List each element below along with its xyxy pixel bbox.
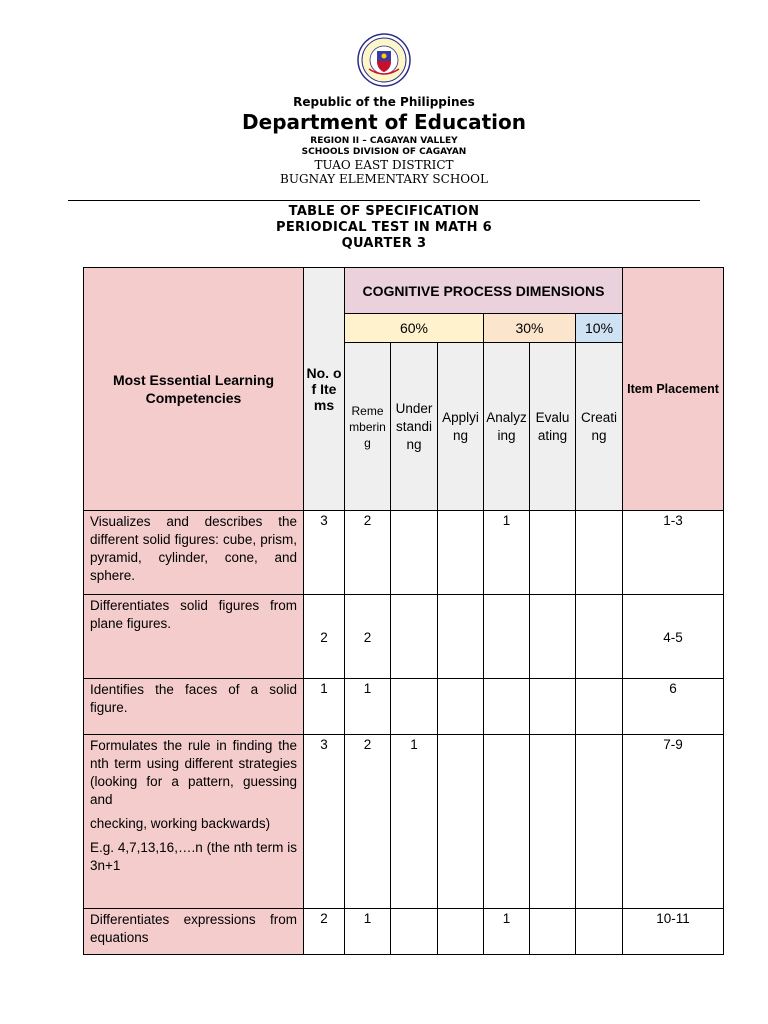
header-republic: Republic of the Philippines <box>293 95 475 109</box>
evaluating-cell <box>530 909 576 955</box>
header-cognitive-dimensions: COGNITIVE PROCESS DIMENSIONS <box>345 268 623 314</box>
placement-cell: 7-9 <box>623 735 724 909</box>
applying-cell <box>438 595 484 679</box>
understanding-cell <box>391 909 438 955</box>
competency-text: checking, working backwards) <box>90 816 271 831</box>
analyzing-cell: 1 <box>484 909 530 955</box>
competency-cell <box>84 909 304 955</box>
competency-cell <box>84 595 304 679</box>
table-of-specification <box>83 267 724 955</box>
creating-cell <box>576 679 623 735</box>
header-pct-10: 10% <box>576 314 623 343</box>
competency-text: Formulates the rule in finding the nth term using different strategies (looking for a pattern, guessing and <box>90 738 297 807</box>
remembering-cell: 1 <box>345 679 391 735</box>
competency-text: Differentiates expressions from equations <box>90 912 297 945</box>
remembering-cell: 1 <box>345 909 391 955</box>
understanding-cell: 1 <box>391 735 438 909</box>
understanding-cell <box>391 511 438 595</box>
competency-text: Identifies the faces of a solid figure. <box>90 682 297 715</box>
header-no-of-items: No. of Items <box>304 268 345 511</box>
competency-cell <box>84 679 304 735</box>
deped-seal-logo <box>357 33 411 87</box>
placement-cell: 1-3 <box>623 511 724 595</box>
creating-cell <box>576 735 623 909</box>
applying-cell <box>438 909 484 955</box>
evaluating-cell <box>530 735 576 909</box>
competency-text: Visualizes and describes the different solid figures: cube, prism, pyramid, cylinder, cone, and sphere. <box>90 514 297 583</box>
remembering-cell: 2 <box>345 511 391 595</box>
items-cell: 2 <box>304 595 345 679</box>
header-applying: Applying <box>438 343 484 511</box>
header-division: SCHOOLS DIVISION OF CAGAYAN <box>301 147 467 157</box>
items-cell: 3 <box>304 511 345 595</box>
competency-text: Differentiates solid figures from plane figures. <box>90 598 297 631</box>
understanding-cell <box>391 595 438 679</box>
evaluating-cell <box>530 595 576 679</box>
applying-cell <box>438 679 484 735</box>
evaluating-cell <box>530 679 576 735</box>
doc-title-line2: PERIODICAL TEST IN MATH 6 <box>276 220 492 235</box>
header-region: REGION II – CAGAYAN VALLEY <box>310 136 458 146</box>
header-competencies: Most Essential Learning Competencies <box>84 268 304 511</box>
items-cell: 1 <box>304 679 345 735</box>
header-analyzing: Analyzing <box>484 343 530 511</box>
header-district: TUAO EAST DISTRICT <box>314 158 454 172</box>
items-cell: 3 <box>304 735 345 909</box>
analyzing-cell <box>484 735 530 909</box>
table-row <box>84 735 724 909</box>
remembering-cell: 2 <box>345 735 391 909</box>
applying-cell <box>438 511 484 595</box>
applying-cell <box>438 735 484 909</box>
placement-cell: 6 <box>623 679 724 735</box>
creating-cell <box>576 595 623 679</box>
evaluating-cell <box>530 511 576 595</box>
analyzing-cell <box>484 595 530 679</box>
remembering-cell: 2 <box>345 595 391 679</box>
competency-cell <box>84 511 304 595</box>
competency-cell <box>84 735 304 909</box>
placement-cell: 10-11 <box>623 909 724 955</box>
header-remembering: Remembering <box>345 343 391 511</box>
items-cell: 2 <box>304 909 345 955</box>
understanding-cell <box>391 679 438 735</box>
creating-cell <box>576 511 623 595</box>
doc-title-line1: TABLE OF SPECIFICATION <box>288 204 480 219</box>
analyzing-cell <box>484 679 530 735</box>
header-department: Department of Education <box>242 110 526 134</box>
header-divider <box>68 200 700 201</box>
header-creating: Creating <box>576 343 623 511</box>
table-row <box>84 679 724 735</box>
header-school: BUGNAY ELEMENTARY SCHOOL <box>280 172 488 186</box>
competency-text: E.g. 4,7,13,16,….n (the nth term is 3n+1 <box>90 840 297 873</box>
header-item-placement: Item Placement <box>623 268 724 511</box>
header-pct-60: 60% <box>345 314 484 343</box>
table-row <box>84 909 724 955</box>
analyzing-cell: 1 <box>484 511 530 595</box>
table-row <box>84 511 724 595</box>
placement-cell: 4-5 <box>623 595 724 679</box>
creating-cell <box>576 909 623 955</box>
header-understanding: Understanding <box>391 343 438 511</box>
header-evaluating: Evaluating <box>530 343 576 511</box>
doc-title-line3: QUARTER 3 <box>341 236 427 251</box>
table-row <box>84 595 724 679</box>
header-pct-30: 30% <box>484 314 576 343</box>
